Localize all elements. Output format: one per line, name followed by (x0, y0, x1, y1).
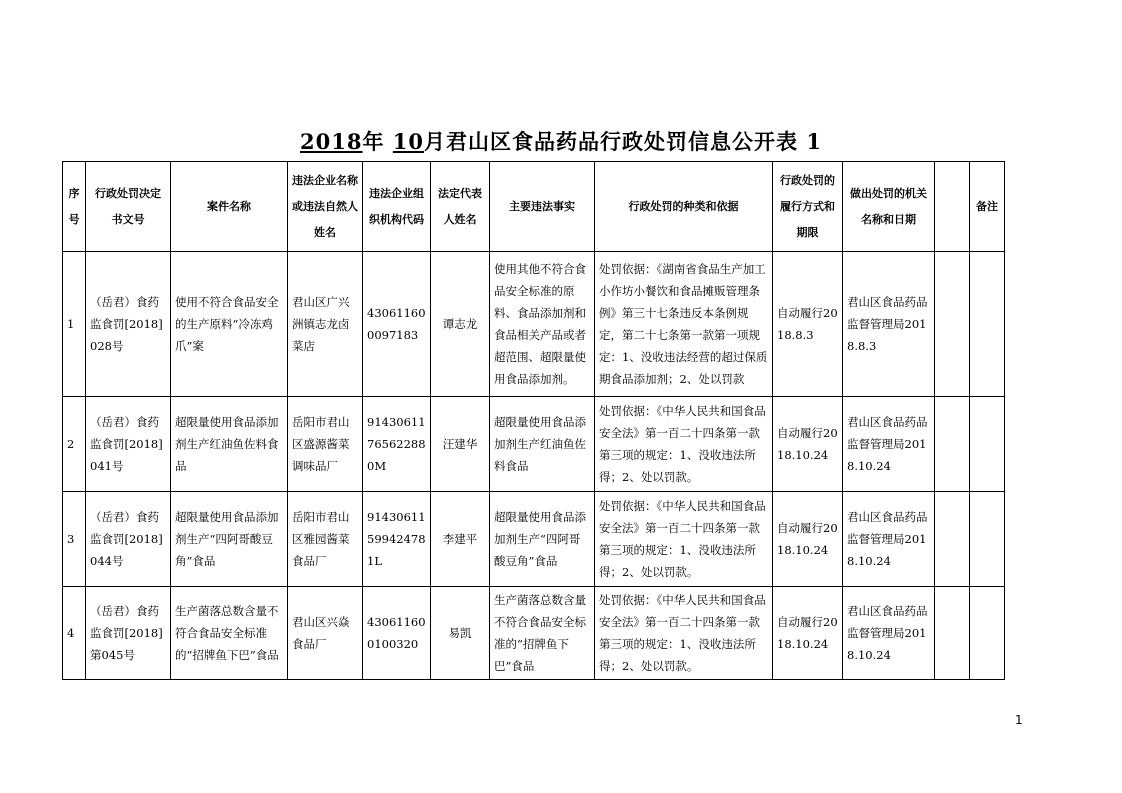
cell-no: 1 (63, 252, 86, 397)
header-cell: 行政处罚的履行方式和期限 (773, 162, 843, 252)
table-row (63, 587, 1005, 680)
cell-execution: 自动履行2018.8.3 (773, 252, 843, 397)
title-year: 2018 (300, 129, 363, 154)
page-title (0, 126, 1122, 156)
cell-authority: 君山区食品药品监督管理局2018.8.3 (843, 252, 935, 397)
title-month: 10 (392, 129, 425, 154)
cell-org-code: 91430611599424781L (363, 492, 431, 587)
header-cell: 行政处罚决定书文号 (86, 162, 171, 252)
cell-penalty: 处罚依据：《中华人民共和国食品安全法》第一百二十四条第一款第三项的规定：1、没收违法所得；2、处以罚款。 (595, 492, 773, 587)
header-cell: 违法企业组织机构代码 (363, 162, 431, 252)
cell-facts: 超限量使用食品添加剂生产“四阿哥酸豆角”食品 (490, 492, 595, 587)
cell-no: 2 (63, 397, 86, 492)
header-cell: 案件名称 (171, 162, 288, 252)
header-cell: 序号 (63, 162, 86, 252)
cell-authority: 君山区食品药品监督管理局2018.10.24 (843, 492, 935, 587)
cell-case-name: 超限量使用食品添加剂生产“四阿哥酸豆角”食品 (171, 492, 288, 587)
cell-legal-rep: 李建平 (431, 492, 490, 587)
cell-execution: 自动履行2018.10.24 (773, 492, 843, 587)
header-cell: 做出处罚的机关名称和日期 (843, 162, 935, 252)
cell-org-code: 430611600097183 (363, 252, 431, 397)
cell-org-code: 430611600100320 (363, 587, 431, 680)
cell-authority: 君山区食品药品监督管理局2018.10.24 (843, 587, 935, 680)
cell-doc-no: （岳君）食药监食罚[2018]第045号 (86, 587, 171, 680)
cell-execution: 自动履行2018.10.24 (773, 587, 843, 680)
penalty-table (62, 161, 1005, 680)
cell-company: 岳阳市君山区雅园酱菜食品厂 (288, 492, 363, 587)
table-row (63, 492, 1005, 587)
header-cell: 法定代表人姓名 (431, 162, 490, 252)
cell-extra (935, 252, 970, 397)
cell-case-name: 超限量使用食品添加剂生产红油鱼佐料食品 (171, 397, 288, 492)
cell-case-name: 使用不符合食品安全的生产原料“冷冻鸡爪”案 (171, 252, 288, 397)
cell-remarks (970, 397, 1005, 492)
cell-remarks (970, 252, 1005, 397)
table-row (63, 397, 1005, 492)
cell-company: 岳阳市君山区盛源酱菜调味品厂 (288, 397, 363, 492)
cell-doc-no: （岳君）食药监食罚[2018]044号 (86, 492, 171, 587)
cell-doc-no: （岳君）食药监食罚[2018]041号 (86, 397, 171, 492)
cell-no: 4 (63, 587, 86, 680)
cell-penalty: 处罚依据：《中华人民共和国食品安全法》第一百二十四条第一款第三项的规定：1、没收违法所得；2、处以罚款。 (595, 587, 773, 680)
cell-legal-rep: 汪建华 (431, 397, 490, 492)
cell-legal-rep: 易凯 (431, 587, 490, 680)
cell-extra (935, 587, 970, 680)
cell-execution: 自动履行2018.10.24 (773, 397, 843, 492)
cell-no: 3 (63, 492, 86, 587)
cell-penalty: 处罚依据：《中华人民共和国食品安全法》第一百二十四条第一款第三项的规定：1、没收违法所得；2、处以罚款。 (595, 397, 773, 492)
cell-company: 君山区广兴洲镇志龙卤菜店 (288, 252, 363, 397)
cell-extra (935, 492, 970, 587)
header-cell: 备注 (970, 162, 1005, 252)
cell-legal-rep: 谭志龙 (431, 252, 490, 397)
header-row (63, 162, 1005, 252)
title-year-suffix: 年 (362, 129, 385, 154)
cell-extra (935, 397, 970, 492)
cell-facts: 超限量使用食品添加剂生产红油鱼佐料食品 (490, 397, 595, 492)
cell-authority: 君山区食品药品监督管理局2018.10.24 (843, 397, 935, 492)
cell-remarks (970, 492, 1005, 587)
page-number: 1 (1015, 713, 1023, 727)
header-cell: 主要违法事实 (490, 162, 595, 252)
cell-penalty: 处罚依据：《湖南省食品生产加工小作坊小餐饮和食品摊贩管理条例》第三十七条违反本条例规定，第二十七条第一款第一项规定：1、没收违法经营的超过保质期食品添加剂；2、处以罚款 (595, 252, 773, 397)
cell-remarks (970, 587, 1005, 680)
cell-case-name: 生产菌落总数含量不符合食品安全标准的“招牌鱼下巴”食品 (171, 587, 288, 680)
cell-facts: 使用其他不符合食品安全标准的原料、食品添加剂和食品相关产品或者超范围、超限量使用食品添加剂。 (490, 252, 595, 397)
header-cell (935, 162, 970, 252)
title-rest: 月君山区食品药品行政处罚信息公开表 1 (424, 129, 822, 154)
cell-org-code: 91430611765622880M (363, 397, 431, 492)
cell-facts: 生产菌落总数含量不符合食品安全标准的“招牌鱼下巴”食品 (490, 587, 595, 680)
header-cell: 行政处罚的种类和依据 (595, 162, 773, 252)
table-row (63, 252, 1005, 397)
header-cell: 违法企业名称或违法自然人姓名 (288, 162, 363, 252)
cell-doc-no: （岳君）食药监食罚[2018]028号 (86, 252, 171, 397)
cell-company: 君山区兴焱食品厂 (288, 587, 363, 680)
